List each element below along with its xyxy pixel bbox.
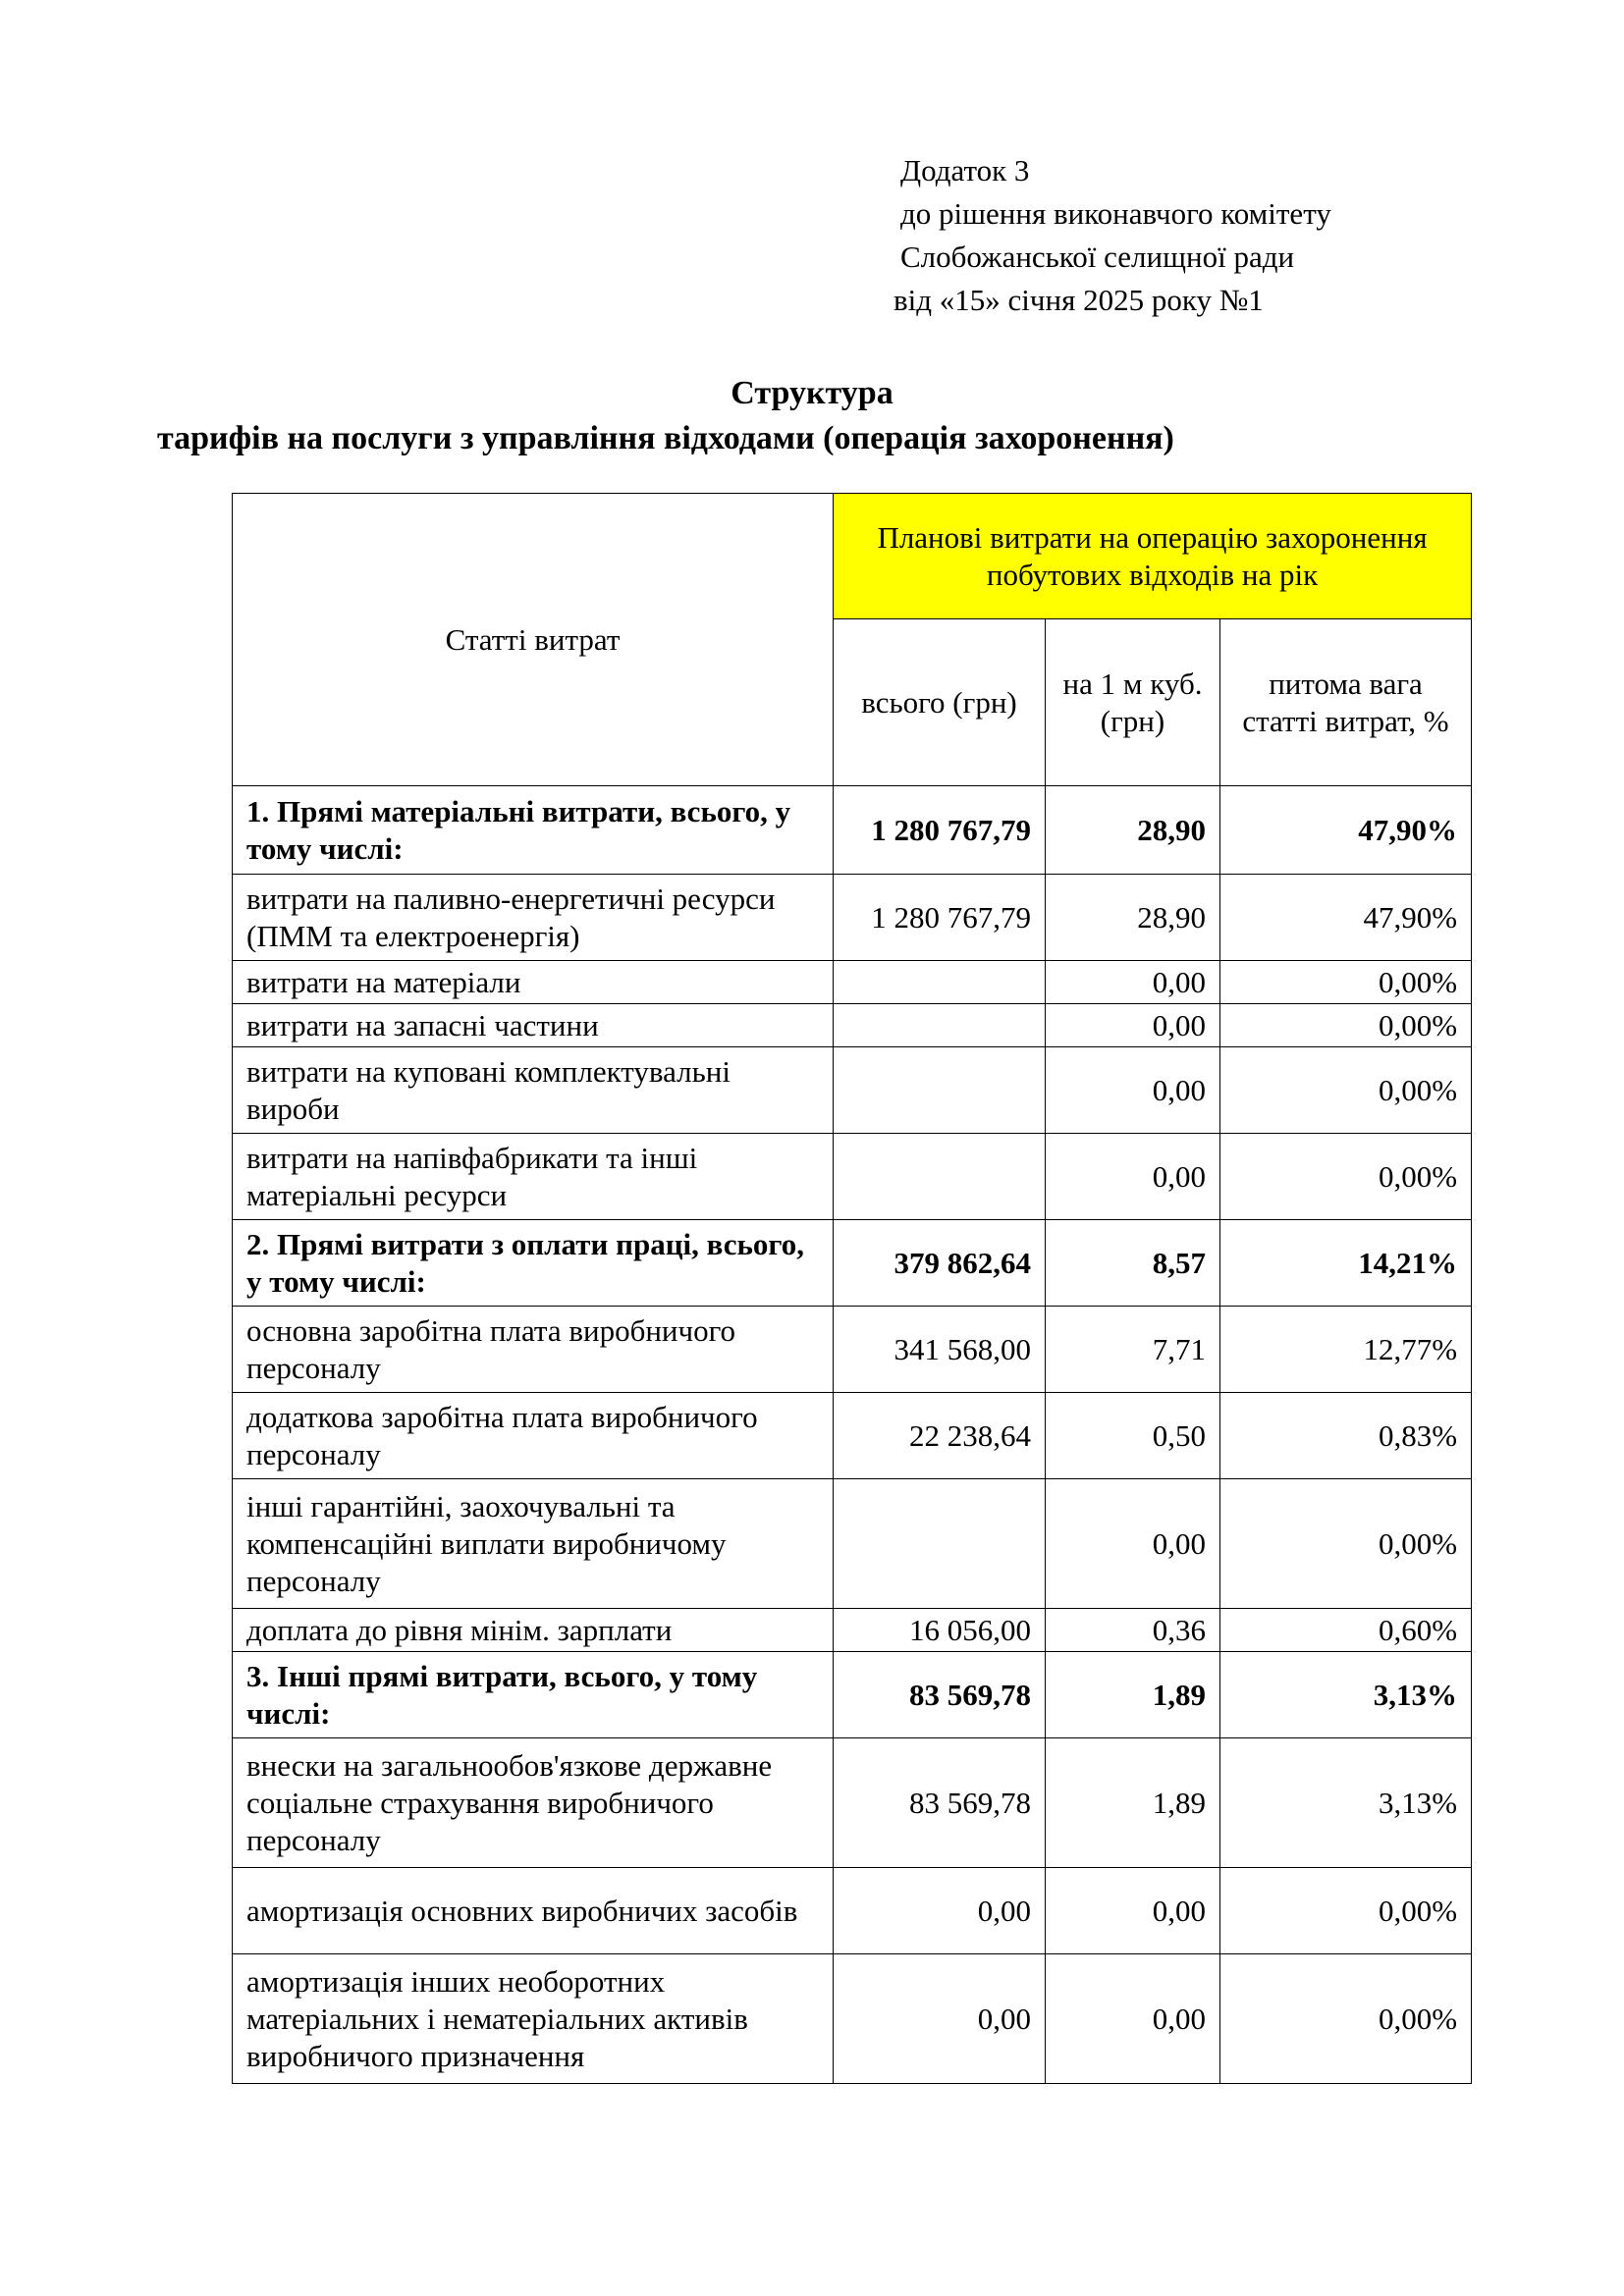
row-share: 3,13% (1220, 1738, 1472, 1868)
appendix-line-4: від «15» січня 2025 року №1 (893, 283, 1264, 317)
header-planned-costs: Планові витрати на операцію захоронення побутових відходів на рік (834, 494, 1472, 619)
row-label: витрати на куповані комплектувальні вироби (233, 1047, 834, 1134)
row-total (834, 1479, 1046, 1609)
row-per-m3: 0,00 (1046, 1134, 1220, 1220)
row-per-m3: 0,00 (1046, 1868, 1220, 1954)
row-per-m3: 0,36 (1046, 1609, 1220, 1652)
row-per-m3: 0,50 (1046, 1393, 1220, 1479)
row-per-m3: 7,71 (1046, 1307, 1220, 1393)
row-total (834, 1004, 1046, 1047)
row-label: інші гарантійні, заохочувальні та компенсаційні виплати виробничому персоналу (233, 1479, 834, 1609)
row-share: 0,00% (1220, 1954, 1472, 2084)
title-line-1: Структура (731, 375, 893, 411)
row-total: 379 862,64 (834, 1220, 1046, 1307)
row-per-m3: 1,89 (1046, 1652, 1220, 1738)
row-share: 47,90% (1220, 786, 1472, 875)
row-share: 0,00% (1220, 961, 1472, 1004)
table-row (233, 1609, 1472, 1652)
appendix-line-2: до рішення виконавчого комітету (900, 196, 1331, 231)
row-per-m3: 28,90 (1046, 875, 1220, 961)
row-label: основна заробітна плата виробничого персоналу (233, 1307, 834, 1393)
table-row (233, 786, 1472, 875)
row-total: 83 569,78 (834, 1652, 1046, 1738)
header-share: питома вага статті витрат, % (1220, 619, 1472, 786)
row-share: 0,00% (1220, 1868, 1472, 1954)
row-per-m3: 0,00 (1046, 961, 1220, 1004)
row-total (834, 961, 1046, 1004)
row-share: 0,83% (1220, 1393, 1472, 1479)
row-total: 16 056,00 (834, 1609, 1046, 1652)
table-row (233, 1479, 1472, 1609)
header-items: Статті витрат (233, 494, 834, 786)
row-total: 0,00 (834, 1954, 1046, 2084)
tariff-structure-table (232, 493, 1472, 2084)
row-label: витрати на напівфабрикати та інші матеріальні ресурси (233, 1134, 834, 1220)
row-per-m3: 1,89 (1046, 1738, 1220, 1868)
table-row (233, 1652, 1472, 1738)
row-label: витрати на паливно-енергетичні ресурси (ПММ та електроенергія) (233, 875, 834, 961)
table-row (233, 1868, 1472, 1954)
row-label: 3. Інші прямі витрати, всього, у тому числі: (233, 1652, 834, 1738)
row-label: амортизація основних виробничих засобів (233, 1868, 834, 1954)
row-total: 22 238,64 (834, 1393, 1046, 1479)
row-share: 0,60% (1220, 1609, 1472, 1652)
row-label: 1. Прямі матеріальні витрати, всього, у тому числі: (233, 786, 834, 875)
document-title (0, 371, 1624, 461)
header-per-m3: на 1 м куб. (грн) (1046, 619, 1220, 786)
table-row (233, 1047, 1472, 1134)
row-per-m3: 0,00 (1046, 1954, 1220, 2084)
row-total (834, 1047, 1046, 1134)
table-row (233, 1954, 1472, 2084)
row-per-m3: 0,00 (1046, 1047, 1220, 1134)
row-share: 0,00% (1220, 1004, 1472, 1047)
row-total: 341 568,00 (834, 1307, 1046, 1393)
appendix-block (893, 149, 1331, 322)
row-share: 0,00% (1220, 1479, 1472, 1609)
table-row (233, 961, 1472, 1004)
table-row (233, 875, 1472, 961)
header-total: всього (грн) (834, 619, 1046, 786)
row-share: 0,00% (1220, 1047, 1472, 1134)
row-share: 47,90% (1220, 875, 1472, 961)
row-total: 0,00 (834, 1868, 1046, 1954)
title-line-2: тарифів на послуги з управління відходами (операція захоронення) (157, 420, 1174, 456)
table-row (233, 1134, 1472, 1220)
row-per-m3: 0,00 (1046, 1479, 1220, 1609)
table-row (233, 1004, 1472, 1047)
row-label: 2. Прямі витрати з оплати праці, всього, у тому числі: (233, 1220, 834, 1307)
row-total: 1 280 767,79 (834, 786, 1046, 875)
row-label: внески на загальнообов'язкове державне соціальне страхування виробничого персоналу (233, 1738, 834, 1868)
row-share: 3,13% (1220, 1652, 1472, 1738)
row-share: 14,21% (1220, 1220, 1472, 1307)
row-label: амортизація інших необоротних матеріальних і нематеріальних активів виробничого призначення (233, 1954, 834, 2084)
table-body (233, 786, 1472, 2084)
table-row (233, 1738, 1472, 1868)
row-share: 0,00% (1220, 1134, 1472, 1220)
row-per-m3: 28,90 (1046, 786, 1220, 875)
appendix-line-1: Додаток 3 (900, 153, 1030, 187)
row-total: 83 569,78 (834, 1738, 1046, 1868)
row-label: додаткова заробітна плата виробничого персоналу (233, 1393, 834, 1479)
row-label: витрати на запасні частини (233, 1004, 834, 1047)
appendix-line-3: Слобожанської селищної ради (900, 240, 1295, 274)
table-row (233, 1393, 1472, 1479)
row-share: 12,77% (1220, 1307, 1472, 1393)
row-total (834, 1134, 1046, 1220)
row-per-m3: 8,57 (1046, 1220, 1220, 1307)
table-row (233, 1307, 1472, 1393)
row-per-m3: 0,00 (1046, 1004, 1220, 1047)
row-total: 1 280 767,79 (834, 875, 1046, 961)
row-label: доплата до рівня мінім. зарплати (233, 1609, 834, 1652)
row-label: витрати на матеріали (233, 961, 834, 1004)
table-row (233, 1220, 1472, 1307)
